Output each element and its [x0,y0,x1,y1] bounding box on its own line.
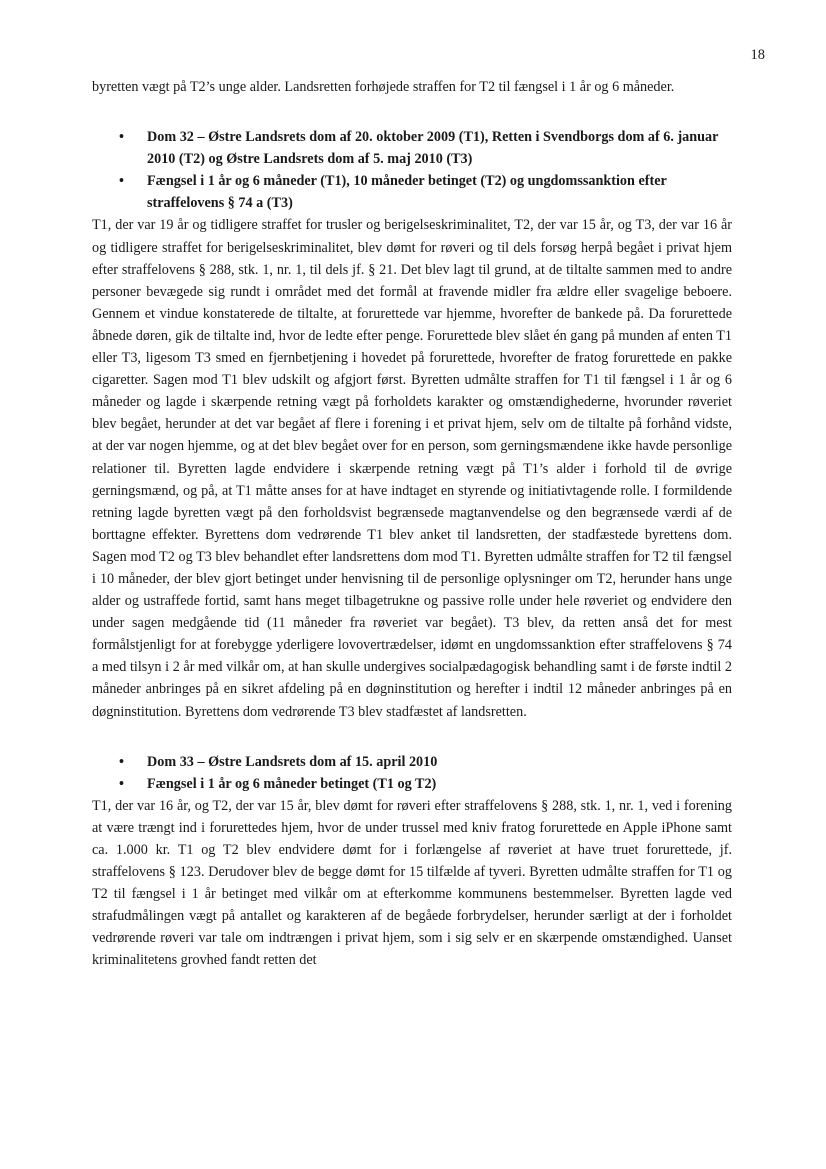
case-sanction [92,170,732,214]
case-headings [92,751,732,795]
case-headings [92,126,732,214]
case-title-text: Dom 32 – Østre Landsrets dom af 20. oktober 2009 (T1), Retten i Svendborgs dom af 6. januar 2010 (T2) og Østre Landsrets dom af 5. maj 2010 (T3) [147,129,719,168]
page-content [92,76,732,972]
case-section [92,126,732,723]
intro-paragraph: byretten vægt på T2’s unge alder. Landsretten forhøjede straffen for T2 til fængsel i 1 år og 6 måneder. [92,79,675,95]
bullet-icon: • [119,775,124,792]
case-body: T1, der var 19 år og tidligere straffet for trusler og berigelseskriminalitet, T2, der var 15 år, og T3, der var 16 år og tidligere straffet for berigelseskriminalitet, blev dømt for røveri og til dels forsøg herpå begået i privat hjem efter straffelovens § 288, stk. 1, nr. 1, til dels jf. § 21. Det blev lagt til grund, at de tiltalte sammen med to andre personer bevægede sig rundt i området med det formål at fravende midler fra ældre eller svagelige beboere. Gennem et vindue konstaterede de tiltalte, at forurettede var hjemme, hvorefter de bankede på. Da forurettede åbnede døren, gik de tiltalte ind, hvor de ledte efter penge. Forurettede blev slået én gang på munden af enten T1 eller T3, ligesom T3 smed en fjernbetjening i hovedet på forurettede, hvorefter de fratog forurettede en pakke cigaretter. Sagen mod T1 blev udskilt og afgjort først. Byretten udmålte straffen for T1 til fængsel i 1 år og 6 måneder og lagde i skærpende retning vægt på forholdets karakter og omstændighederne, hvorunder røveriet blev begået, herunder at det var begået af flere i forening i et privat hjem, selv om de tiltalte på forhånd vidste, at der var nogen hjemme, og at det blev begået over for en person, som gerningsmændene ikke havde personlige relationer til. Byretten lagde endvidere i skærpende retning vægt på T1’s alder i forhold til de øvrige gerningsmænd, og på, at T1 måtte anses for at have indtaget en styrende og initiativtagende rolle. I formildende retning lagde byretten vægt på den forholdsvist begrænsede magtanvendelse og den begrænsede værdi af de borttagne effekter. Byrettens dom vedrørende T1 blev anket til landsretten, der stadfæstede byrettens dom. Sagen mod T2 og T3 blev behandlet efter landsrettens dom mod T1. Byretten udmålte straffen for T2 til fængsel i 10 måneder, der blev gjort betinget under henvisning til de personlige oplysninger om T2, herunder hans unge alder og ustraffede fortid, samt hans meget tilbagetrukne og passive rolle under hele røveriet og endvidere den under sagen medgående tid (11 måneder fra røveriet var begået). T3 blev, da retten anså det for mest formålstjenligt for at forebygge yderligere lovovertrædelser, idømt en ungdomssanktion efter straffelovens § 74 a med tilsyn i 2 år med vilkår om, at han skulle undergives socialpædagogisk behandling samt i de første indtil 2 måneder anbringes på en sikret afdeling på en døgninstitution og herefter i indtil 12 måneder anbringes på en døgninstitution. Byrettens dom vedrørende T3 blev stadfæstet af landsretten. [92,217,732,720]
page-number: 18 [750,47,765,63]
bullet-icon: • [119,173,124,190]
case-body: T1, der var 16 år, og T2, der var 15 år, blev dømt for røveri efter straffelovens § 288, stk. 1, nr. 1, ved i forening at være trængt ind i forurettedes hjem, hvor de under trussel med kniv fratog forurettede en Apple iPhone samt ca. 1.000 kr. T1 og T2 blev endvidere dømt for i forlængelse af røveriet at have truet forurettede, jf. straffelovens § 123. Derudover blev de begge dømt for 15 tilfælde af tyveri. Byretten udmålte straffen for T1 og T2 til fængsel i 1 år betinget med vilkår om at efterkomme kommunens bestemmelser. Byretten lagde ved strafudmålingen vægt på antallet og karakteren af de begåede forbrydelser, herunder særligt at der i forholdet vedrørende røveri var tale om indtrængen i privat hjem, som i sig selv er en skærpende omstændighed. Uanset kriminalitetens grovhed fandt retten det [92,797,732,969]
case-sanction [92,773,732,795]
case-section [92,751,732,972]
case-title [92,751,732,773]
case-title-text: Dom 33 – Østre Landsrets dom af 15. april 2010 [147,753,438,770]
bullet-icon: • [119,753,124,770]
case-title [92,126,732,170]
case-sanction-text: Fængsel i 1 år og 6 måneder betinget (T1 og T2) [147,775,437,792]
bullet-icon: • [119,129,124,146]
case-sanction-text: Fængsel i 1 år og 6 måneder (T1), 10 måneder betinget (T2) og ungdomssanktion efter straffelovens § 74 a (T3) [147,173,667,212]
